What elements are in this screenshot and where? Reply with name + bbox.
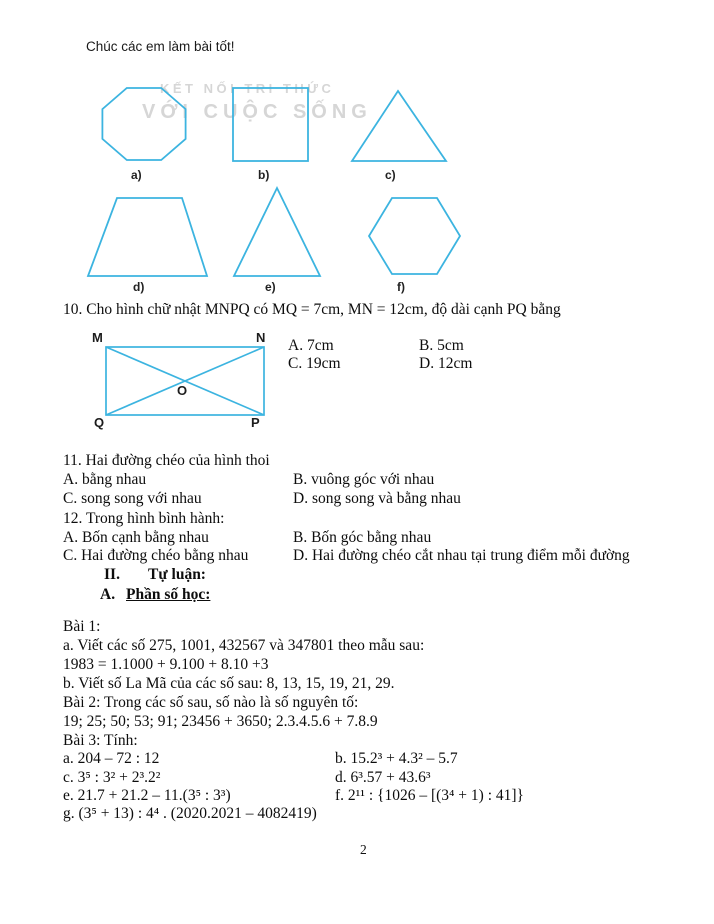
shape-label-b: b) [258,168,270,182]
bai1-example: 1983 = 1.1000 + 9.100 + 8.10 +3 [63,656,269,673]
q12-option-a: A. Bốn cạnh bằng nhau [63,529,209,546]
question-11-text: 11. Hai đường chéo của hình thoi [63,452,270,469]
bai3-item-c: c. 3⁵ : 3² + 2³.2² [63,769,161,786]
section-2-title: Tự luận: [148,566,206,583]
trapezoid-shape [88,198,207,276]
question-12-text: 12. Trong hình bình hành: [63,510,225,527]
square-shape [233,88,308,161]
part-a-title: Phần số học: [126,586,211,603]
bai3-item-f: f. 2¹¹ : {1026 – [(3⁴ + 1) : 41]} [335,787,524,804]
q12-option-c: C. Hai đường chéo bằng nhau [63,547,249,564]
center-label-o: O [177,383,188,398]
bai1-title: Bài 1: [63,618,101,635]
bai1-item-a: a. Viết các số 275, 1001, 432567 và 347801 theo mẫu sau: [63,637,425,654]
vertex-label-m: M [92,330,103,345]
rectangle-mnpq-figure [106,347,264,415]
shape-label-f: f) [397,280,405,294]
q12-option-d: D. Hai đường chéo cắt nhau tại trung điểm mỗi đường [293,547,630,564]
q10-option-c: C. 19cm [288,355,341,372]
bai2-numbers: 19; 25; 50; 53; 91; 23456 + 3650; 2.3.4.5.6 + 7.8.9 [63,713,378,730]
part-a-letter: A. [100,586,116,603]
vertex-label-p: P [251,415,260,430]
shape-label-d: d) [133,280,145,294]
bai2-title: Bài 2: Trong các số sau, số nào là số nguyên tố: [63,694,359,711]
page-number: 2 [360,842,367,857]
q10-option-a: A. 7cm [288,337,334,354]
bai3-item-a: a. 204 – 72 : 12 [63,750,160,767]
bai3-item-e: e. 21.7 + 21.2 – 11.(3⁵ : 3³) [63,787,231,804]
vertex-label-n: N [256,330,266,345]
watermark-line2: VỚI CUỘC SỐNG [142,101,372,123]
shape-label-a: a) [131,168,142,182]
question-10-text: 10. Cho hình chữ nhật MNPQ có MQ = 7cm, MN = 12cm, độ dài cạnh PQ bằng [63,301,561,318]
vertex-label-q: Q [94,415,105,430]
shape-label-e: e) [265,280,276,294]
q10-option-d: D. 12cm [419,355,473,372]
bai3-item-b: b. 15.2³ + 4.3² – 5.7 [335,750,458,767]
header-note: Chúc các em làm bài tốt! [86,39,235,54]
triangle-shape-c [352,91,446,161]
section-2-numeral: II. [104,566,120,583]
bai3-item-d: d. 6³.57 + 43.6³ [335,769,431,786]
q11-option-b: B. vuông góc với nhau [293,471,435,488]
q12-option-b: B. Bốn góc bằng nhau [293,529,432,546]
bai3-item-g: g. (3⁵ + 13) : 4⁴ . (2020.2021 – 4082419) [63,805,317,822]
q11-option-a: A. bằng nhau [63,471,147,488]
q11-option-c: C. song song với nhau [63,490,202,507]
bai3-title: Bài 3: Tính: [63,732,138,749]
triangle-shape-e [234,188,320,276]
bai1-item-b: b. Viết số La Mã của các số sau: 8, 13, 15, 19, 21, 29. [63,675,395,692]
q11-option-d: D. song song và bằng nhau [293,490,461,507]
q10-option-b: B. 5cm [419,337,464,354]
shape-label-c: c) [385,168,396,182]
octagon-shape [102,88,185,160]
watermark-line1: KẾT NỐI TRI THỨC [160,81,335,96]
hexagon-shape [369,198,460,274]
